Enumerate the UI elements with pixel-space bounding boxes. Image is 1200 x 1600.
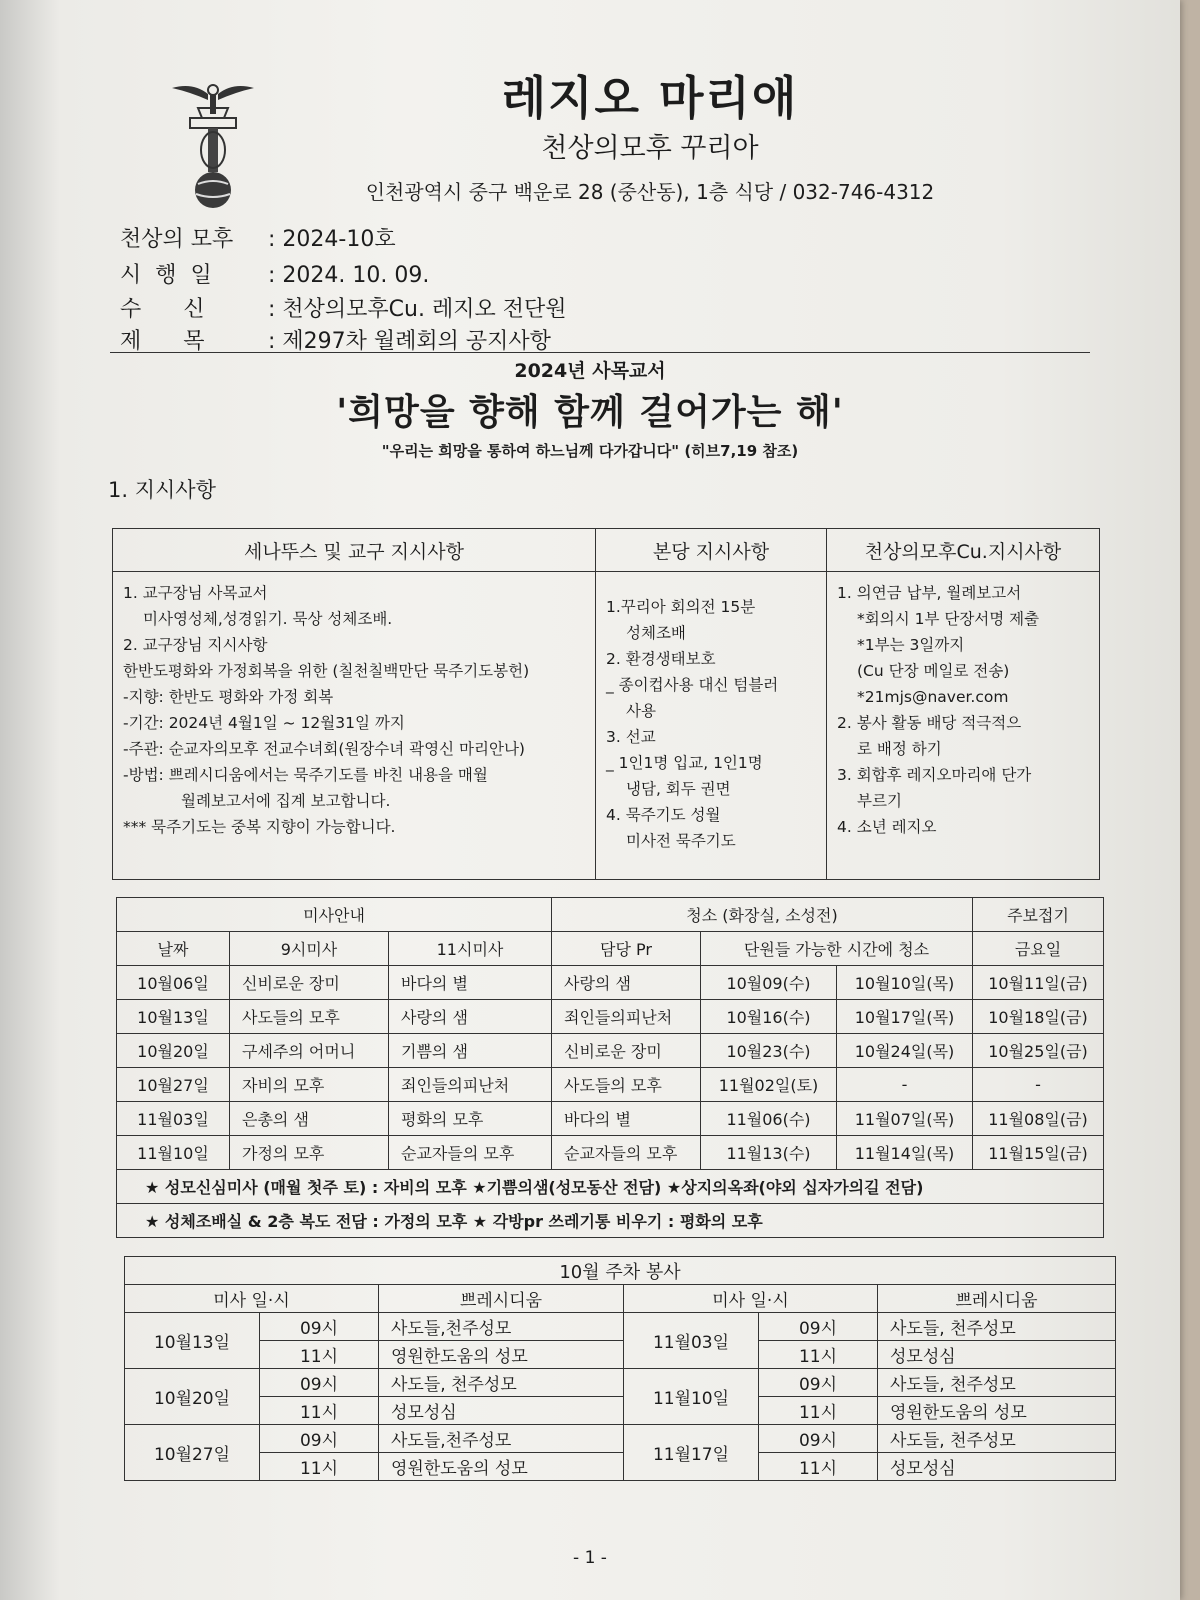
- directive-line: -방법: 쁘레시디움에서는 묵주기도를 바친 내용을 매월: [123, 766, 488, 784]
- schedule-row: [117, 1102, 1104, 1136]
- meta-label: 수 신: [120, 297, 205, 322]
- service-row: [125, 1453, 1116, 1481]
- schedule-cell: 10월11일(금): [973, 966, 1104, 1000]
- schedule-sub-header: 금요일: [973, 932, 1104, 966]
- schedule-sub-header: 11시미사: [389, 932, 552, 966]
- schedule-note: ★ 성체조배실 & 2층 복도 전담 : 가정의 모후 ★ 각방pr 쓰레기통 비우기 : 평화의 모후: [117, 1204, 1104, 1238]
- service-time: 11시: [759, 1453, 878, 1481]
- directive-line: 부르기: [857, 792, 902, 810]
- service-presidium: 성모성심: [878, 1453, 1116, 1481]
- section-title: 1. 지시사항: [108, 478, 216, 502]
- schedule-cell: 11월14일(목): [837, 1136, 973, 1170]
- service-time: 09시: [260, 1313, 379, 1341]
- service-presidium: 사도들,천주성모: [379, 1425, 624, 1453]
- schedule-row: [117, 966, 1104, 1000]
- directive-line: -기간: 2024년 4월1일 ~ 12월31일 까지: [123, 714, 405, 732]
- schedule-cell: 구세주의 어머니: [230, 1034, 389, 1068]
- schedule-cell: 사랑의 샘: [552, 966, 701, 1000]
- service-header: 쁘레시디움: [878, 1285, 1116, 1313]
- directive-line: 1. 교구장님 사목교서: [123, 584, 268, 602]
- service-presidium: 성모성심: [379, 1397, 624, 1425]
- theme-title: '희망을 향해 함께 걸어가는 해': [336, 392, 844, 433]
- schedule-cell: 10월24일(목): [837, 1034, 973, 1068]
- directive-line: 2. 환경생태보호: [606, 650, 716, 668]
- schedule-row: [117, 1034, 1104, 1068]
- service-row: [125, 1425, 1116, 1453]
- schedule-cell: 10월16(수): [701, 1000, 837, 1034]
- schedule-cell: 10월23(수): [701, 1034, 837, 1068]
- schedule-cell: 11월07일(목): [837, 1102, 973, 1136]
- schedule-note: ★ 성모신심미사 (매월 첫주 토) : 자비의 모후 ★기쁨의샘(성모동산 전담) ★상지의옥좌(야외 십자가의길 전담): [117, 1170, 1104, 1204]
- org-title: 레지오 마리애: [501, 71, 799, 125]
- address: 인천광역시 중구 백운로 28 (중산동), 1층 식당 / 032-746-4312: [365, 180, 935, 204]
- schedule-cell: 10월06일: [117, 966, 230, 1000]
- schedule-cell: 사랑의 샘: [389, 1000, 552, 1034]
- directives-header: 세나뚜스 및 교구 지시사항: [113, 529, 596, 572]
- service-date: 11월03일: [624, 1313, 759, 1369]
- schedule-cell: 자비의 모후: [230, 1068, 389, 1102]
- directive-line: 미사영성체,성경읽기. 묵상 성체조배.: [143, 610, 393, 628]
- service-time: 11시: [260, 1341, 379, 1369]
- service-presidium: 영원한도움의 성모: [379, 1341, 624, 1369]
- schedule-cell: 11월08일(금): [973, 1102, 1104, 1136]
- schedule-cell: 바다의 별: [389, 966, 552, 1000]
- meta-row-recipient: 수 신 : 천상의모후Cu. 레지오 전단원: [120, 292, 566, 323]
- schedule-group-header: 청소 (화장실, 소성전): [552, 898, 973, 932]
- service-presidium: 사도들, 천주성모: [878, 1369, 1116, 1397]
- schedule-cell: 10월25일(금): [973, 1034, 1104, 1068]
- schedule-row: [117, 1000, 1104, 1034]
- schedule-cell: 기쁨의 샘: [389, 1034, 552, 1068]
- directive-line: 1.꾸리아 회의전 15분: [606, 598, 756, 616]
- service-presidium: 사도들, 천주성모: [878, 1313, 1116, 1341]
- service-header: 쁘레시디움: [379, 1285, 624, 1313]
- directives-table: [112, 528, 1100, 880]
- schedule-cell: 10월27일: [117, 1068, 230, 1102]
- schedule-cell: 은총의 샘: [230, 1102, 389, 1136]
- schedule-cell: 순교자들의 모후: [389, 1136, 552, 1170]
- service-date: 10월13일: [125, 1313, 260, 1369]
- service-title: 10월 주차 봉사: [125, 1257, 1116, 1285]
- service-time: 09시: [759, 1425, 878, 1453]
- directive-line: 1. 의연금 납부, 월례보고서: [837, 584, 1022, 602]
- schedule-cell: 신비로운 장미: [552, 1034, 701, 1068]
- directive-line: (Cu 단장 메일로 전송): [857, 662, 1010, 680]
- schedule-sub-header: 9시미사: [230, 932, 389, 966]
- meta-value: 천상의모후Cu. 레지오 전단원: [282, 297, 567, 322]
- directive-line: 2. 봉사 활동 배당 적극적으: [837, 714, 1022, 732]
- service-time: 11시: [759, 1341, 878, 1369]
- theme-quote: "우리는 희망을 통하여 하느님께 다가갑니다" (히브7,19 참조): [381, 442, 799, 460]
- service-row: [125, 1313, 1116, 1341]
- service-header: 미사 일·시: [125, 1285, 379, 1313]
- directive-line: _ 1인1명 입교, 1인1명: [606, 754, 763, 772]
- directive-line: *** 묵주기도는 중복 지향이 가능합니다.: [123, 818, 396, 836]
- directives-header: 천상의모후Cu.지시사항: [827, 529, 1100, 572]
- directive-line: 로 배정 하기: [857, 740, 942, 758]
- service-time: 11시: [260, 1397, 379, 1425]
- schedule-cell: 사도들의 모후: [230, 1000, 389, 1034]
- schedule-cell: 10월17일(목): [837, 1000, 973, 1034]
- schedule-cell: 11월03일: [117, 1102, 230, 1136]
- service-time: 09시: [260, 1425, 379, 1453]
- schedule-cell: 신비로운 장미: [230, 966, 389, 1000]
- directive-line: 한반도평화와 가정회복을 위한 (칠천칠백만단 묵주기도봉헌): [123, 662, 530, 680]
- schedule-table: [116, 897, 1104, 1238]
- schedule-cell: 11월15일(금): [973, 1136, 1104, 1170]
- schedule-cell: 가정의 모후: [230, 1136, 389, 1170]
- service-presidium: 성모성심: [878, 1341, 1116, 1369]
- schedule-sub-header: 날짜: [117, 932, 230, 966]
- directive-line: 4. 소년 레지오: [837, 818, 937, 836]
- schedule-cell: 죄인들의피난처: [552, 1000, 701, 1034]
- directive-line: 3. 회합후 레지오마리애 단가: [837, 766, 1032, 784]
- service-time: 09시: [260, 1369, 379, 1397]
- service-row: [125, 1341, 1116, 1369]
- service-time: 09시: [759, 1313, 878, 1341]
- directive-line: *회의시 1부 단장서명 제출: [857, 610, 1040, 628]
- service-presidium: 사도들, 천주성모: [878, 1425, 1116, 1453]
- service-header: 미사 일·시: [624, 1285, 878, 1313]
- meta-value: 2024. 10. 09.: [282, 263, 430, 288]
- directives-col-curia: [827, 572, 1100, 880]
- directive-line: 4. 묵주기도 성월: [606, 806, 721, 824]
- schedule-cell: 평화의 모후: [389, 1102, 552, 1136]
- service-row: [125, 1397, 1116, 1425]
- service-presidium: 사도들, 천주성모: [379, 1369, 624, 1397]
- service-presidium: 영원한도움의 성모: [878, 1397, 1116, 1425]
- directive-line: _ 종이컵사용 대신 텀블러: [606, 676, 779, 694]
- schedule-row: [117, 1068, 1104, 1102]
- schedule-group-header: 미사안내: [117, 898, 552, 932]
- service-row: [125, 1369, 1116, 1397]
- meta-value: 2024-10호: [282, 227, 396, 252]
- page-number: - 1 -: [573, 1548, 607, 1568]
- directive-line: 사용: [626, 702, 656, 720]
- service-date: 11월10일: [624, 1369, 759, 1425]
- service-date: 11월17일: [624, 1425, 759, 1481]
- schedule-cell: 11월02일(토): [701, 1068, 837, 1102]
- directive-line: 냉담, 회두 권면: [626, 780, 731, 798]
- directive-line: 2. 교구장님 지시사항: [123, 636, 268, 654]
- schedule-sub-header: 담당 Pr: [552, 932, 701, 966]
- service-date: 10월20일: [125, 1369, 260, 1425]
- directive-line: -주관: 순교자의모후 전교수녀회(원장수녀 곽영신 마리안나): [123, 740, 525, 758]
- meta-row-subject: 제 목 : 제297차 월례회의 공지사항: [120, 324, 551, 355]
- service-presidium: 사도들,천주성모: [379, 1313, 624, 1341]
- schedule-sub-header: 단원들 가능한 시간에 청소: [701, 932, 973, 966]
- service-table: [124, 1256, 1116, 1481]
- schedule-cell: 11월13(수): [701, 1136, 837, 1170]
- schedule-cell: 바다의 별: [552, 1102, 701, 1136]
- service-presidium: 영원한도움의 성모: [379, 1453, 624, 1481]
- schedule-cell: 10월10일(목): [837, 966, 973, 1000]
- schedule-cell: 10월18일(금): [973, 1000, 1104, 1034]
- service-time: 09시: [759, 1369, 878, 1397]
- directive-line: 성체조배: [626, 624, 686, 642]
- schedule-cell: 10월13일: [117, 1000, 230, 1034]
- meta-label: 천상의 모후: [120, 227, 234, 252]
- theme-subtitle: 2024년 사목교서: [514, 360, 666, 382]
- directive-line: 3. 선교: [606, 728, 656, 746]
- schedule-cell: -: [837, 1068, 973, 1102]
- directives-col-senatus: [113, 572, 596, 880]
- curia-name: 천상의모후 꾸리아: [541, 133, 759, 164]
- divider: [110, 352, 1090, 353]
- directives-col-parish: [596, 572, 827, 880]
- meta-label: 시 행 일: [120, 263, 212, 288]
- service-time: 11시: [260, 1453, 379, 1481]
- schedule-cell: 10월20일: [117, 1034, 230, 1068]
- schedule-row: [117, 1136, 1104, 1170]
- meta-row-date: 시 행 일 : 2024. 10. 09.: [120, 258, 429, 289]
- directives-header: 본당 지시사항: [596, 529, 827, 572]
- schedule-group-header: 주보접기: [973, 898, 1104, 932]
- meta-value: 제297차 월례회의 공지사항: [282, 329, 551, 354]
- schedule-cell: 죄인들의피난처: [389, 1068, 552, 1102]
- directive-line: *21mjs@naver.com: [857, 688, 1009, 706]
- schedule-cell: 순교자들의 모후: [552, 1136, 701, 1170]
- schedule-cell: -: [973, 1068, 1104, 1102]
- directive-line: 미사전 묵주기도: [626, 832, 736, 850]
- meta-row-issue: 천상의 모후 : 2024-10호: [120, 222, 396, 253]
- schedule-cell: 11월10일: [117, 1136, 230, 1170]
- schedule-cell: 10월09(수): [701, 966, 837, 1000]
- schedule-cell: 사도들의 모후: [552, 1068, 701, 1102]
- schedule-cell: 11월06(수): [701, 1102, 837, 1136]
- meta-label: 제 목: [120, 329, 205, 354]
- directive-line: 월례보고서에 집계 보고합니다.: [181, 792, 391, 810]
- service-time: 11시: [759, 1397, 878, 1425]
- directive-line: -지향: 한반도 평화와 가정 회복: [123, 688, 334, 706]
- service-date: 10월27일: [125, 1425, 260, 1481]
- directive-line: *1부는 3일까지: [857, 636, 965, 654]
